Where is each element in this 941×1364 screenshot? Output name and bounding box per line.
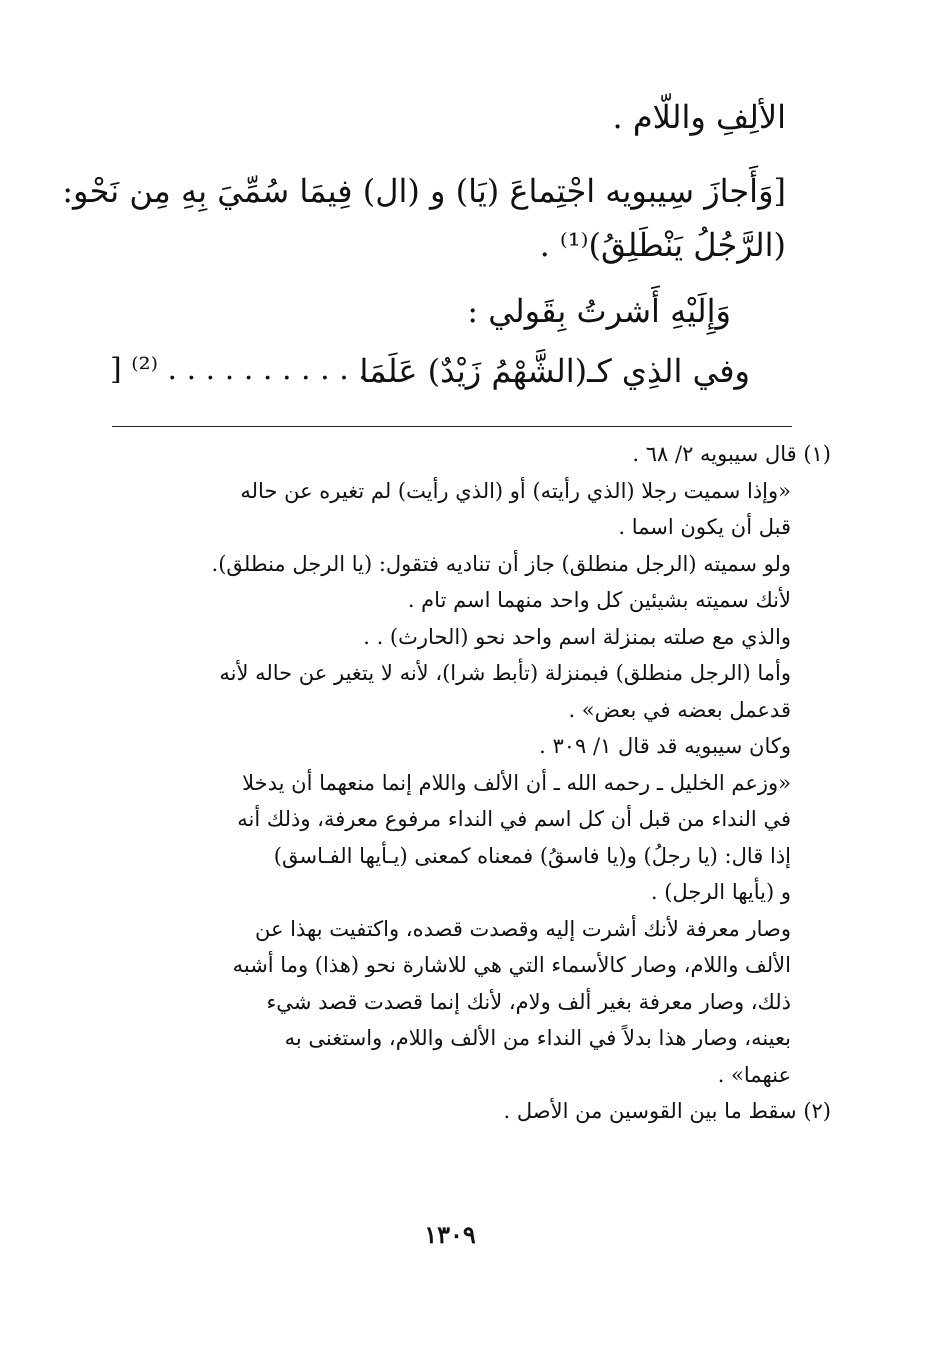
footnote-line: قبل أن يكون اسما . (618, 515, 791, 539)
footnote-line: وصار معرفة لأنك أشرت إليه وقصدت قصده، واكتفيت بهذا عن (254, 916, 791, 941)
verse-footnote-marker: ] ⁽²⁾ . . . . . . . . . . . . (110, 352, 387, 387)
footnotes (151, 436, 831, 1130)
footnote-line: لأنك سميته بشيئين كل واحد منهما اسم تام . (407, 588, 791, 612)
footnote-line: قدعمل بعضه في بعض» . (568, 697, 791, 722)
footnote-line: وكان سيبويه قد قال ١/ ٣٠٩ . (539, 734, 791, 758)
footnote-line: ذلك، وصار معرفة بغير ألف ولام، لأنك إنما قصدت قصد شيء (266, 989, 791, 1014)
body-line-3: (الرَّجُلُ يَنْطَلِقُ)⁽¹⁾ . (539, 226, 786, 264)
body-line-4: وَإِلَيْهِ أَشرتُ بِقَولي : (467, 292, 731, 330)
footnote-line: والذي مع صلته بمنزلة اسم واحد نحو (الحارث) . . (363, 624, 791, 649)
footnote-2-heading: (٢) سقط ما بين القوسين من الأصل . (503, 1099, 831, 1123)
footnote-line: عنهما» . (717, 1062, 791, 1087)
footnote-line: وأما (الرجل منطلق) فبمنزلة (تأبط شرا)، لأنه لا يتغير عن حاله لأنه (219, 661, 791, 685)
footnote-line: ولو سميته (الرجل منطلق) جاز أن تناديه فتقول: (يا الرجل منطلق). (211, 551, 791, 576)
footnote-1-heading: (١) قال سيبويه ٢/ ٦٨ . (632, 442, 831, 466)
footnote-line: في النداء من قبل أن كل اسم في النداء مرفوع معرفة، وذلك أنه (237, 807, 791, 831)
body-line-1: الألِفِ واللّام . (612, 98, 786, 136)
page-number: ١٣٠٩ (424, 1220, 476, 1249)
footnote-divider (112, 426, 792, 427)
footnote-line: إذا قال: (يا رجلُ) و(يا فاسقُ) فمعناه كمعنى (يـأيها الفـاسق) (273, 843, 791, 868)
footnote-line: بعينه، وصار هذا بدلاً في النداء من الألف واللام، واستغنى به (284, 1026, 791, 1050)
footnote-line: «وزعم الخليل ـ رحمه الله ـ أن الألف واللام إنما منعهما أن يدخلا (242, 770, 791, 795)
footnote-line: «وإذا سميت رجلا (الذي رأيته) أو (الذي رأيت) لم تغيره عن حاله (240, 478, 791, 503)
footnote-line: و (يأيها الرجل) . (650, 880, 791, 904)
verse-line (110, 352, 750, 400)
verse-text: وفي الذِي كـ(الشَّهْمُ زَيْدٌ) عَلَمَا (359, 352, 750, 390)
footnote-line: الألف واللام، وصار كالأسماء التي هي للاشارة نحو (هذا) وما أشبه (232, 953, 791, 977)
body-line-2: [وَأَجازَ سِيبويه اجْتِماعَ (يَا) و (ال) فِيمَا سُمِّيَ بِهِ مِن نَحْو: (62, 172, 786, 210)
